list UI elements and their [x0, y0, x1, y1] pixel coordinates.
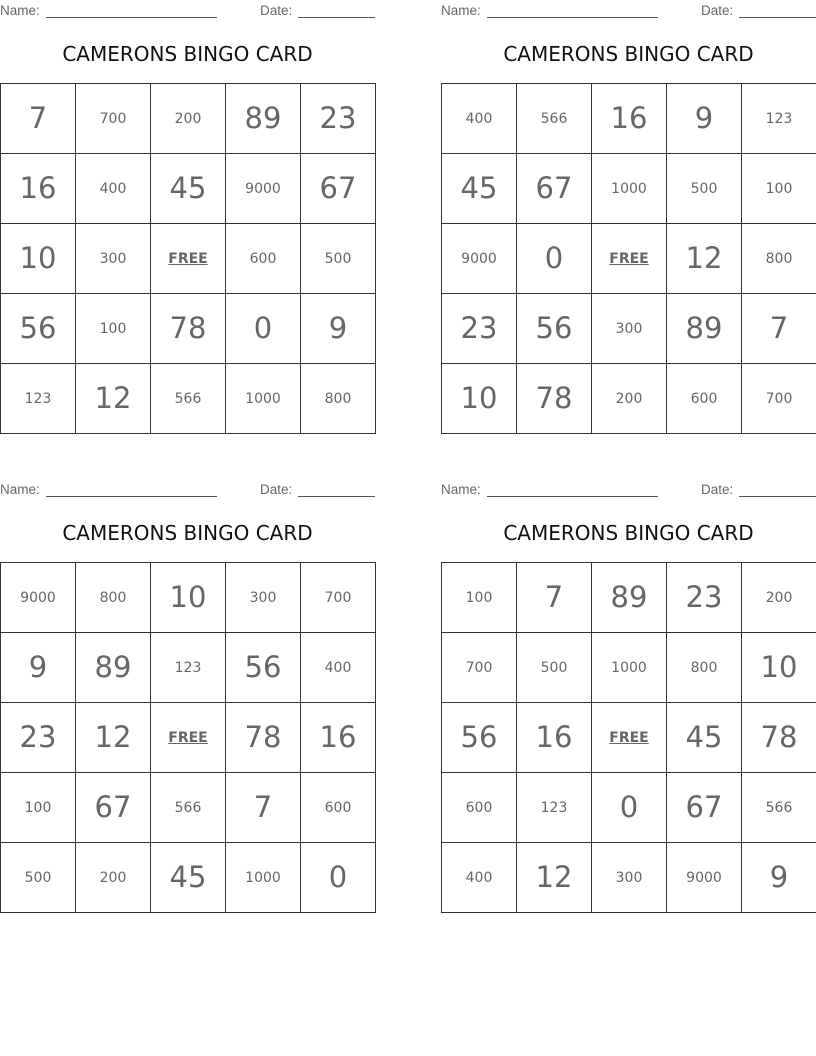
bingo-cell[interactable]: 9 [301, 294, 376, 364]
date-field[interactable] [298, 496, 375, 497]
bingo-cell[interactable]: 400 [442, 843, 517, 913]
name-label: Name: [441, 3, 481, 18]
bingo-cell[interactable]: 78 [151, 294, 226, 364]
bingo-cell[interactable]: 600 [667, 364, 742, 434]
bingo-cell[interactable]: 400 [301, 633, 376, 703]
bingo-row [442, 294, 816, 364]
bingo-cell[interactable]: 300 [592, 294, 667, 364]
bingo-cell[interactable]: 12 [76, 703, 151, 773]
bingo-card [0, 479, 376, 894]
bingo-cell[interactable]: 7 [742, 294, 816, 364]
bingo-cell[interactable]: 100 [442, 563, 517, 633]
card-header [0, 479, 376, 499]
bingo-row [1, 154, 376, 224]
bingo-cell[interactable]: 9000 [226, 154, 301, 224]
bingo-cell[interactable]: 89 [592, 563, 667, 633]
free-space[interactable]: FREE [151, 224, 226, 294]
bingo-cell[interactable]: 300 [592, 843, 667, 913]
date-field[interactable] [298, 17, 375, 18]
card-title: CAMERONS BINGO CARD [62, 42, 313, 66]
name-field[interactable] [487, 496, 658, 497]
bingo-cell[interactable]: 23 [1, 703, 76, 773]
bingo-row [442, 703, 816, 773]
bingo-cell[interactable]: 9000 [667, 843, 742, 913]
bingo-cell[interactable]: 10 [442, 364, 517, 434]
bingo-cell[interactable]: 566 [151, 364, 226, 434]
bingo-cell[interactable]: 123 [742, 84, 816, 154]
bingo-cell[interactable]: 23 [301, 84, 376, 154]
bingo-cell[interactable]: 566 [517, 84, 592, 154]
bingo-cell[interactable]: 1000 [226, 843, 301, 913]
date-label: Date: [701, 482, 734, 497]
bingo-grid [441, 83, 816, 434]
free-space[interactable]: FREE [151, 703, 226, 773]
bingo-cell[interactable]: 12 [517, 843, 592, 913]
bingo-cell[interactable]: 78 [517, 364, 592, 434]
bingo-cell[interactable]: 500 [667, 154, 742, 224]
bingo-cell[interactable]: 16 [1, 154, 76, 224]
card-header [441, 0, 816, 20]
bingo-cell[interactable]: 400 [76, 154, 151, 224]
bingo-cell[interactable]: 100 [1, 773, 76, 843]
bingo-row [1, 773, 376, 843]
bingo-cell[interactable]: 123 [1, 364, 76, 434]
card-title: CAMERONS BINGO CARD [503, 42, 754, 66]
bingo-cell[interactable]: 500 [301, 224, 376, 294]
bingo-row [1, 703, 376, 773]
bingo-cell[interactable]: 7 [517, 563, 592, 633]
bingo-row [1, 563, 376, 633]
bingo-cell[interactable]: 700 [442, 633, 517, 703]
bingo-row [442, 364, 816, 434]
bingo-cell[interactable]: 23 [667, 563, 742, 633]
bingo-cell[interactable]: 0 [592, 773, 667, 843]
bingo-cell[interactable]: 566 [742, 773, 816, 843]
card-title: CAMERONS BINGO CARD [62, 521, 313, 545]
name-label: Name: [0, 3, 40, 18]
bingo-cell[interactable]: 800 [76, 563, 151, 633]
bingo-cell[interactable]: 7 [1, 84, 76, 154]
bingo-cell[interactable]: 123 [151, 633, 226, 703]
bingo-cell[interactable]: 9 [1, 633, 76, 703]
bingo-cell[interactable]: 800 [301, 364, 376, 434]
name-label: Name: [0, 482, 40, 497]
bingo-cell[interactable]: 123 [517, 773, 592, 843]
bingo-cell[interactable]: 300 [226, 563, 301, 633]
bingo-cell[interactable]: 56 [1, 294, 76, 364]
bingo-cell[interactable]: 45 [151, 154, 226, 224]
bingo-cell[interactable]: 16 [517, 703, 592, 773]
bingo-cell[interactable]: 45 [667, 703, 742, 773]
bingo-cell[interactable]: 800 [667, 633, 742, 703]
bingo-cell[interactable]: 400 [442, 84, 517, 154]
date-field[interactable] [739, 496, 816, 497]
bingo-cell[interactable]: 200 [76, 843, 151, 913]
bingo-grid [0, 562, 376, 913]
bingo-row [1, 84, 376, 154]
bingo-grid [441, 562, 816, 913]
bingo-card [441, 479, 816, 894]
bingo-cell[interactable]: 56 [226, 633, 301, 703]
bingo-cell[interactable]: 45 [442, 154, 517, 224]
bingo-cell[interactable]: 9 [667, 84, 742, 154]
bingo-cell[interactable]: 700 [742, 364, 816, 434]
bingo-cell[interactable]: 67 [76, 773, 151, 843]
bingo-cell[interactable]: 9 [742, 843, 816, 913]
bingo-cell[interactable]: 800 [742, 224, 816, 294]
bingo-cell[interactable]: 10 [1, 224, 76, 294]
date-label: Date: [260, 482, 293, 497]
bingo-cell[interactable]: 500 [517, 633, 592, 703]
date-field[interactable] [739, 17, 816, 18]
bingo-cell[interactable]: 100 [76, 294, 151, 364]
bingo-row [1, 294, 376, 364]
bingo-row [1, 224, 376, 294]
bingo-row [442, 633, 816, 703]
bingo-cell[interactable]: 1000 [592, 154, 667, 224]
bingo-cell[interactable]: 566 [151, 773, 226, 843]
bingo-cell[interactable]: 67 [667, 773, 742, 843]
name-field[interactable] [46, 496, 217, 497]
bingo-cell[interactable]: 600 [442, 773, 517, 843]
name-label: Name: [441, 482, 481, 497]
date-label: Date: [701, 3, 734, 18]
name-field[interactable] [46, 17, 217, 18]
bingo-row [1, 633, 376, 703]
bingo-cell[interactable]: 1000 [592, 633, 667, 703]
free-space[interactable]: FREE [592, 224, 667, 294]
bingo-cell[interactable]: 700 [76, 84, 151, 154]
bingo-cell[interactable]: 45 [151, 843, 226, 913]
bingo-row [442, 224, 816, 294]
bingo-cell[interactable]: 100 [742, 154, 816, 224]
bingo-row [442, 843, 816, 913]
bingo-cell[interactable]: 89 [76, 633, 151, 703]
bingo-card [441, 0, 816, 415]
bingo-cell[interactable]: 0 [517, 224, 592, 294]
bingo-cell[interactable]: 12 [76, 364, 151, 434]
bingo-cell[interactable]: 300 [76, 224, 151, 294]
bingo-cell[interactable]: 23 [442, 294, 517, 364]
bingo-cell[interactable]: 200 [592, 364, 667, 434]
bingo-cell[interactable]: 16 [592, 84, 667, 154]
bingo-cell[interactable]: 0 [226, 294, 301, 364]
card-title: CAMERONS BINGO CARD [503, 521, 754, 545]
date-label: Date: [260, 3, 293, 18]
bingo-row [442, 154, 816, 224]
bingo-row [1, 364, 376, 434]
bingo-cell[interactable]: 10 [151, 563, 226, 633]
bingo-cell[interactable]: 16 [301, 703, 376, 773]
bingo-cell[interactable]: 700 [301, 563, 376, 633]
card-header [441, 479, 816, 499]
bingo-cell[interactable]: 67 [517, 154, 592, 224]
bingo-cell[interactable]: 200 [151, 84, 226, 154]
bingo-cell[interactable]: 0 [301, 843, 376, 913]
bingo-cell[interactable]: 600 [226, 224, 301, 294]
bingo-row [1, 843, 376, 913]
free-space[interactable]: FREE [592, 703, 667, 773]
bingo-cell[interactable]: 200 [742, 563, 816, 633]
bingo-cell[interactable]: 56 [442, 703, 517, 773]
bingo-cell[interactable]: 67 [301, 154, 376, 224]
bingo-cell[interactable]: 78 [742, 703, 816, 773]
bingo-cell[interactable]: 600 [301, 773, 376, 843]
bingo-grid [0, 83, 376, 434]
card-header [0, 0, 376, 20]
bingo-cell[interactable]: 9000 [442, 224, 517, 294]
bingo-cell[interactable]: 78 [226, 703, 301, 773]
name-field[interactable] [487, 17, 658, 18]
bingo-card [0, 0, 376, 415]
bingo-cell[interactable]: 10 [742, 633, 816, 703]
bingo-cell[interactable]: 56 [517, 294, 592, 364]
bingo-row [442, 773, 816, 843]
bingo-cell[interactable]: 12 [667, 224, 742, 294]
bingo-cell[interactable]: 9000 [1, 563, 76, 633]
bingo-cell[interactable]: 89 [226, 84, 301, 154]
bingo-cell[interactable]: 7 [226, 773, 301, 843]
bingo-row [442, 84, 816, 154]
bingo-cell[interactable]: 89 [667, 294, 742, 364]
bingo-row [442, 563, 816, 633]
bingo-cell[interactable]: 500 [1, 843, 76, 913]
bingo-cell[interactable]: 1000 [226, 364, 301, 434]
